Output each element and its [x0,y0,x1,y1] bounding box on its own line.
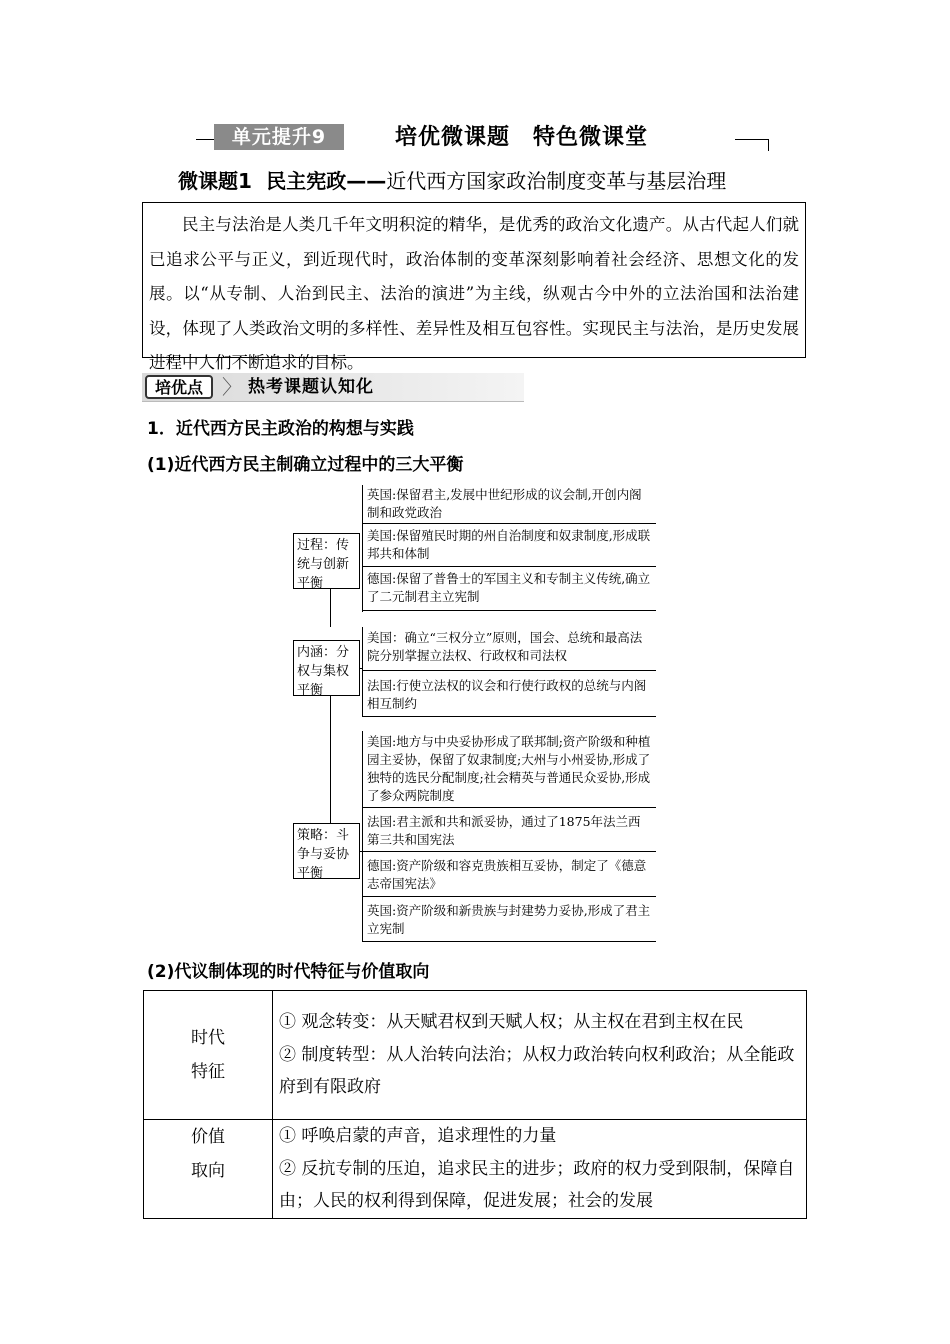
leaf-divider [362,851,656,852]
value-table [143,990,807,1219]
row-label [144,1120,273,1219]
row-label [144,991,273,1120]
mindmap-node-connotation: 内涵：分权与集权平衡 [293,640,360,696]
table-row [144,991,807,1120]
mindmap-trunk [330,694,331,826]
table-item: ② 反抗专制的压迫，追求民主的进步；政府的权力受到限制，保障自由；人民的权利得到保障，促进发展；社会的发展 [279,1158,795,1211]
row-content [273,1120,807,1219]
leaf-divider [362,523,656,524]
mindmap-leaf: 法国:行使立法权的议会和行使行政权的总统与内阁相互制约 [367,678,647,711]
mindmap-bracket [362,485,363,612]
topic-sub: 近代西方国家政治制度变革与基层治理 [386,169,727,193]
mindmap-leaf: 美国:地方与中央妥协形成了联邦制;资产阶级和种植园主妥协，保留了奴隶制度;大州与小州妥协,形成了独特的选民分配制度;社会精英与普通民众妥协,形成了参众两院制度 [367,734,651,803]
chevron-right-icon: 〉 [222,375,242,399]
intro-text: 民主与法治是人类几千年文明积淀的精华，是优秀的政治文化遗产。从古代起人们就已追求公平与正义，到近现代时，政治体制的变革深刻影响着社会经济、思想文化的发展。以“从专制、人治到民主、法治的演进”为主线，纵观古今中外的立法治国和法治建设，体现了人类政治文明的多样性、差异性及相互包容性。实现民主与法治，是历史发展进程中人们不断追求的目标。 [149,215,799,372]
table-item: ② 制度转型：从人治转向法治；从权力政治转向权利政治；从全能政府到有限政府 [279,1044,795,1098]
peiyou-bar [142,373,524,401]
mindmap-bracket [362,731,363,942]
row-content [273,991,807,1120]
header-rule-left [196,139,214,140]
peiyou-text: 热考课题认知化 [248,377,374,397]
mindmap-leaf: 英国:保留君主,发展中世纪形成的议会制,开创内阁制和政党政治 [367,487,642,520]
topic-main: 民主宪政—— [266,169,387,193]
leaf-divider [362,610,656,611]
mindmap-leaf: 德国:保留了普鲁士的军国主义和专制主义传统,确立了二元制君主立宪制 [367,571,651,604]
leaf-divider [362,807,656,808]
mindmap-leaf: 美国:保留殖民时期的州自治制度和奴隶制度,形成联邦共和体制 [367,528,651,561]
row-label-line: 时代 [191,1028,225,1048]
leaf-divider [362,716,656,717]
mindmap-leaf: 德国:资产阶级和容克贵族相互妥协，制定了《德意志帝国宪法》 [367,858,647,891]
topic-label: 微课题1 [178,169,252,193]
header-rule-right-tick [768,139,769,151]
mindmap-bracket [362,627,363,717]
leaf-divider [362,566,656,567]
topic-title [178,165,726,194]
peiyou-tag: 培优点 [145,375,213,399]
intro-box [142,202,806,372]
section-1-title: 1．近代西方民主政治的构想与实践 [147,419,414,439]
section-1b-title: (2)代议制体现的时代特征与价值取向 [147,962,430,982]
mindmap-node-process: 过程：传统与创新平衡 [293,533,360,589]
row-label-line: 特征 [191,1062,225,1082]
row-label-line: 取向 [191,1161,225,1181]
leaf-divider [362,670,656,671]
mindmap-leaf: 英国:资产阶级和新贵族与封建势力妥协,形成了君主立宪制 [367,903,651,936]
leaf-divider [362,941,656,942]
table-item: ① 呼唤启蒙的声音，追求理性的力量 [279,1126,557,1146]
mindmap-trunk [330,587,331,627]
table-row [144,1120,807,1219]
header-rule-right [735,139,769,140]
unit-title: 培优微课题 特色微课堂 [395,125,649,150]
section-1a-title: (1)近代西方民主制确立过程中的三大平衡 [147,455,464,475]
table-item: ① 观念转变：从天赋君权到天赋人权；从主权在君到主权在民 [279,1012,744,1033]
leaf-divider [362,896,656,897]
mindmap-leaf: 美国：确立“三权分立”原则，国会、总统和最高法院分别掌握立法权、行政权和司法权 [367,630,643,663]
unit-badge: 单元提升9 [214,124,344,150]
mindmap-leaf: 法国:君主派和共和派妥协，通过了1875年法兰西第三共和国宪法 [367,814,641,847]
row-label-line: 价值 [191,1127,225,1147]
mindmap-node-strategy: 策略：斗争与妥协平衡 [293,823,360,879]
